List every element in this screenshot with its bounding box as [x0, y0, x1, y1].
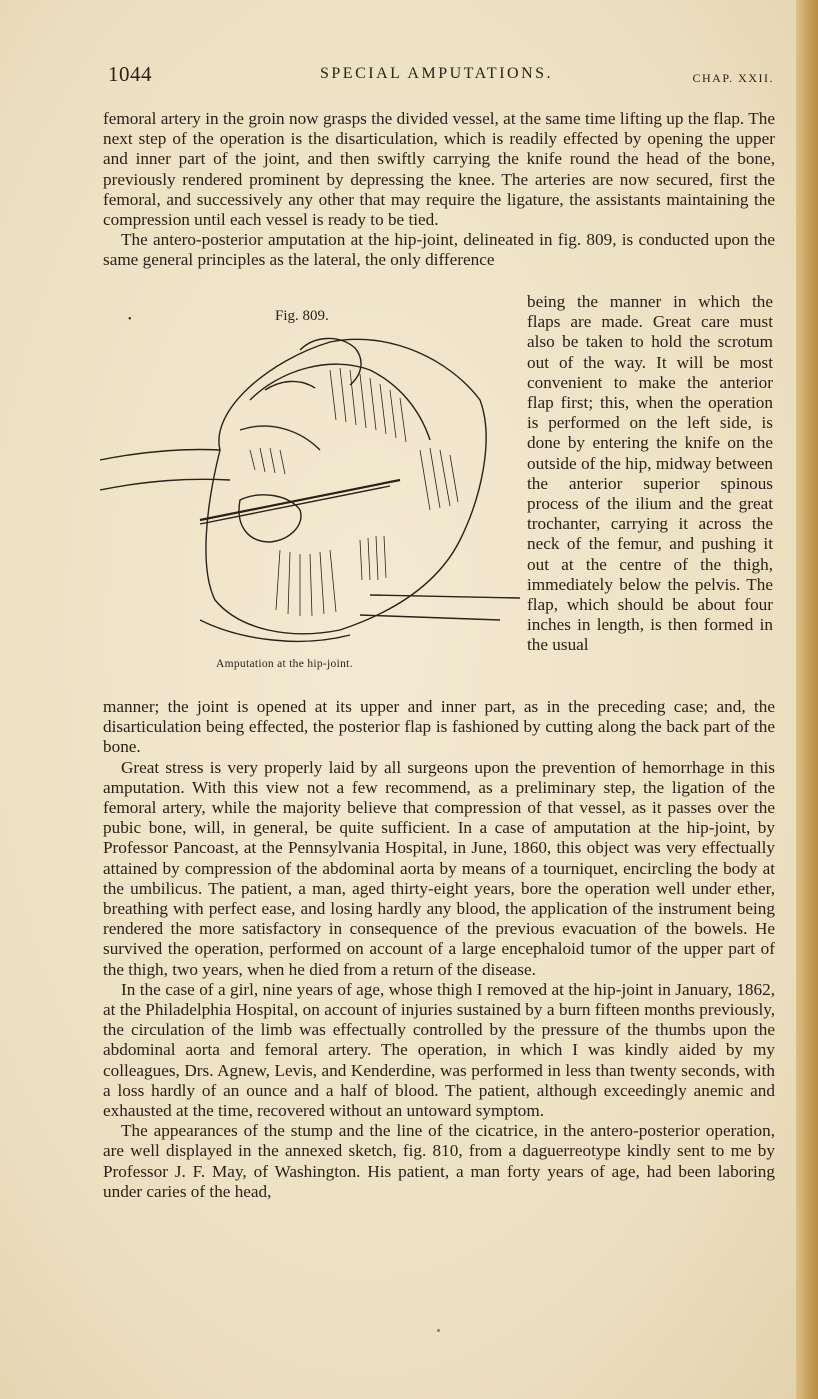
page-edge	[796, 0, 818, 1399]
running-title: SPECIAL AMPUTATIONS.	[320, 65, 554, 82]
figure-dot: •	[128, 314, 132, 325]
text-wrap-beside-figure	[527, 292, 773, 656]
running-header	[108, 62, 774, 90]
paragraph: manner; the joint is opened at its upper and inner part, as in the preceding case; and, the disarticulation being effected, the posterior flap is fashioned by cutting along the back part of the bone.	[103, 697, 775, 757]
figure-caption: Amputation at the hip-joint.	[216, 658, 353, 670]
page-mark	[437, 1329, 440, 1332]
page-number: 1044	[108, 62, 152, 86]
paragraph: Great stress is very properly laid by all surgeons upon the prevention of hemorrhage in this amputation. With this view not a few recommend, as a preliminary step, the ligation of the femoral artery, while the majority believe that compression of that vessel, as it passes over the pubic bone, will, in general, be quite sufficient. In a case of amputation at the hip-joint, by Professor Pancoast, at the Pennsylvania Hospital, in June, 1860, this object was very effectually attained by compression of the abdominal aorta by means of a tourniquet, encircling the body at the umbilicus. The patient, a man, aged thirty-eight years, bore the operation well under ether, breathing with perfect ease, and losing hardly any blood, the application of the instrument being rendered the more satisfactory in consequence of the previous evacuation of the bowels. He survived the operation, performed on account of a large encephaloid tumor of the upper part of the thigh, two years, when he died from a return of the disease.	[103, 757, 775, 979]
text-block-bottom	[103, 697, 775, 1202]
paragraph: The antero-posterior amputation at the hip-joint, delineated in fig. 809, is conducted upon the same general principles as the lateral, the only difference	[103, 230, 775, 270]
figure-label: Fig. 809.	[275, 308, 329, 324]
chapter-label: CHAP. XXII.	[692, 71, 774, 85]
paragraph: The appearances of the stump and the line of the cicatrice, in the antero-posterior operation, are well displayed in the annexed sketch, fig. 810, from a daguerreotype kindly sent to me by Professor J. F. May, of Washington. His patient, a man forty years of age, had been laboring under caries of the head,	[103, 1121, 775, 1201]
paragraph: femoral artery in the groin now grasps the divided vessel, at the same time lifting up the flap. The next step of the operation is the disarticulation, which is readily effected by opening the upper and inner part of the joint, and then swiftly carrying the knife round the head of the bone, previously rendered prominent by depressing the knee. The arteries are now secured, first the femoral, and successively any other that may require the ligature, the assistants maintaining the compression until each vessel is ready to be tied.	[103, 109, 775, 230]
paragraph: being the manner in which the flaps are made. Great care must also be taken to hold the scrotum out of the way. It will be most convenient to make the anterior flap first; this, when the operation is performed on the left side, is done by entering the knife on the outside of the hip, midway between the anterior superior spinous process of the ilium and the great trochanter, carrying it across the neck of the femur, and pushing it out at the centre of the thigh, immediately below the pelvis. The flap, which should be about four inches in length, is then formed in the usual	[527, 292, 773, 655]
amputation-illustration	[100, 330, 520, 650]
paragraph: In the case of a girl, nine years of age, whose thigh I removed at the hip-joint in January, 1862, at the Philadelphia Hospital, on account of injuries sustained by a burn fifteen months previously, the circulation of the limb was effectually controlled by the pressure of the thumbs upon the abdominal aorta and femoral artery. The operation, in which I was kindly aided by my colleagues, Drs. Agnew, Levis, and Kenderdine, was performed in less than twenty seconds, with a loss hardly of an ounce and a half of blood. The patient, although exceedingly anemic and exhausted at the time, recovered without an untoward symptom.	[103, 979, 775, 1121]
text-block-top	[103, 109, 775, 271]
figure-809	[100, 300, 520, 680]
